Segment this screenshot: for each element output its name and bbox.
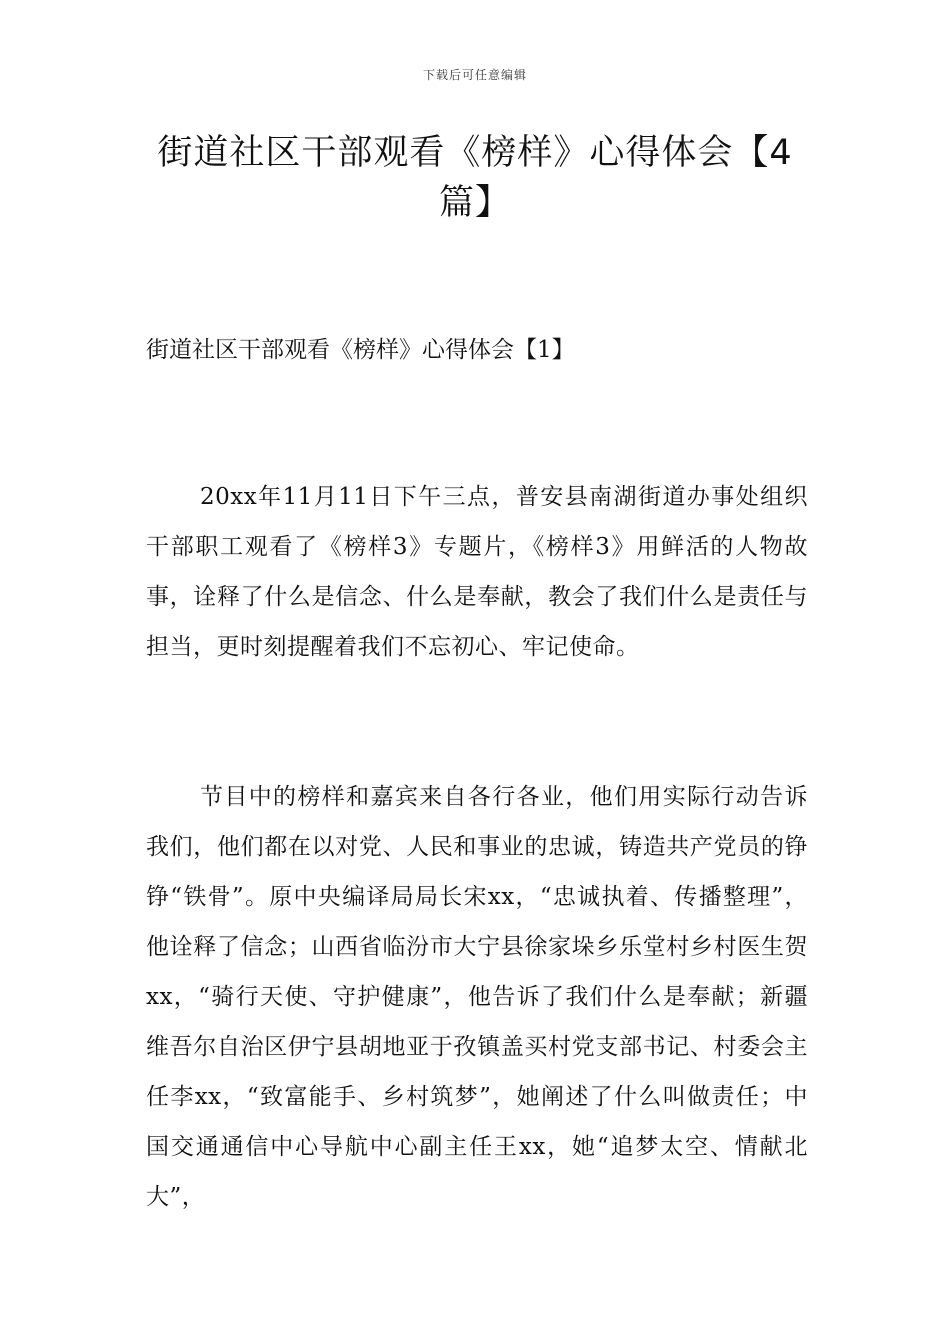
header-note: 下载后可任意编辑 xyxy=(422,68,527,82)
paragraph-1: 20xx年11月11日下午三点，普安县南湖街道办事处组织干部职工观看了《榜样3》专题片，《榜样3》用鲜活的人物故事，诠释了什么是信念、什么是奉献，教会了我们什么是责任与担当，更时刻提醒着我们不忘初心、牢记使命。 xyxy=(146,484,808,660)
paragraph-2: 节目中的榜样和嘉宾来自各行各业，他们用实际行动告诉我们，他们都在以对党、人民和事业的忠诚，铸造共产党员的铮铮“铁骨”。原中央编译局局长宋xx，“忠诚执着、传播整理”，他诠释了信念；山西省临汾市大宁县徐家垛乡乐堂村乡村医生贺xx，“骑行天使、守护健康”，他告诉了我们什么是奉献；新疆维吾尔自治区伊宁县胡地亚于孜镇盖买村党支部书记、村委会主任李xx，“致富能手、乡村筑梦”，她阐述了什么叫做责任；中国交通通信中心导航中心副主任王xx，她“追梦太空、情献北大”， xyxy=(146,784,808,1210)
document-title: 街道社区干部观看《榜样》心得体会【4篇】 xyxy=(157,133,793,223)
section-heading: 街道社区干部观看《榜样》心得体会【1】 xyxy=(146,337,575,363)
